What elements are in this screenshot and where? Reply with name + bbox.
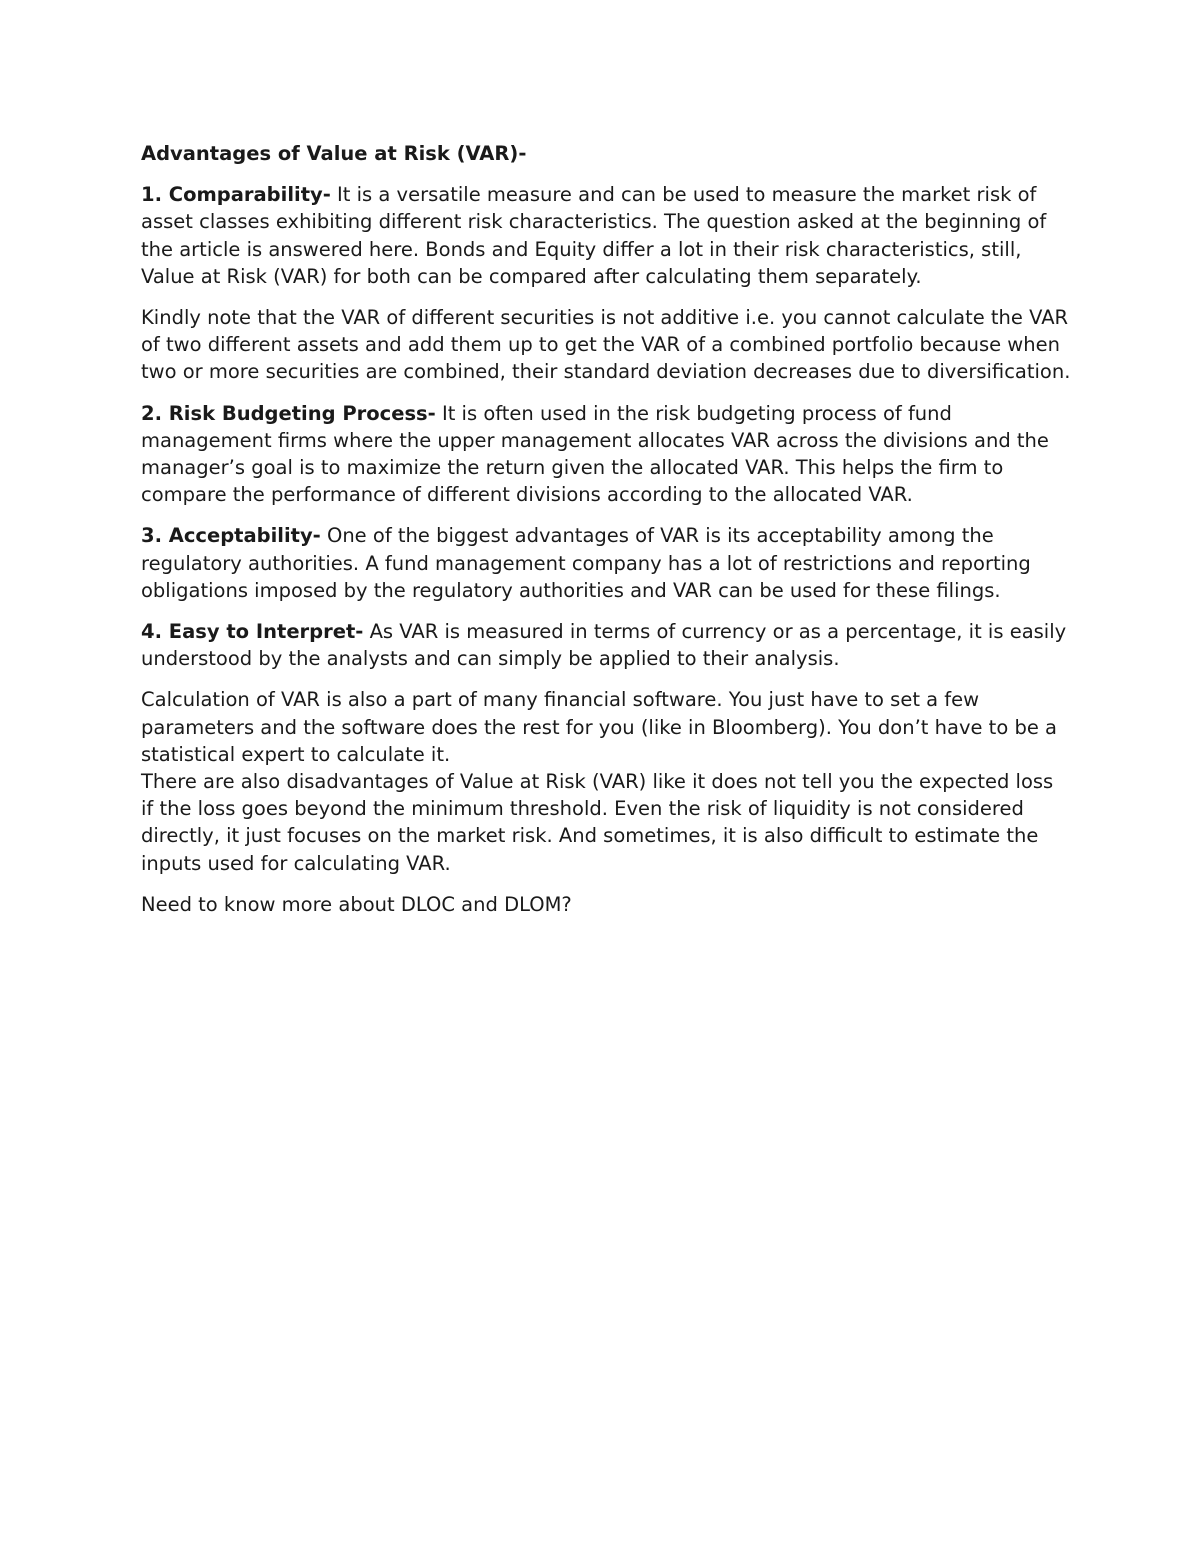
paragraph-lead: 3. Acceptability- [141,524,321,548]
paragraph-lead: 2. Risk Budgeting Process- [141,401,436,425]
document-title: Advantages of Value at Risk (VAR)- [141,142,527,165]
paragraph-closing-question [141,891,1071,918]
paragraph-risk-budgeting [141,400,1071,509]
paragraph-calculation [141,686,1071,768]
paragraph-easy-to-interpret [141,618,1071,672]
paragraph-lead: 4. Easy to Interpret- [141,620,364,644]
paragraph-lead: 1. Comparability- [141,183,331,207]
paragraph-text: It is often used in the risk budgeting process of fund management firms where the upper management allocates VAR across the divisions and the manager’s goal is to maximize the return given the allocated VAR. This helps the firm to compare the performance of different divisions according to the allocated VAR. [141,401,1049,507]
document-body [141,140,1071,932]
paragraph-text: It is a versatile measure and can be used to measure the market risk of asset classes exhibiting different risk characteristics. The question asked at the beginning of the article is answered here. Bonds and Equity differ a lot in their risk characteristics, still, Value at Risk (VAR) for both can be compared after calculating them separately. [141,183,1047,288]
paragraph-text: Kindly note that the VAR of different securities is not additive i.e. you cannot calculate the VAR of two different assets and add them up to get the VAR of a combined portfolio because when two or more securities are combined, their standard deviation decreases due to diversification. [141,306,1071,384]
paragraph-comparability [141,181,1071,290]
paragraph-text: One of the biggest advantages of VAR is its acceptability among the regulatory authorities. A fund management company has a lot of restrictions and reporting obligations imposed by the regulatory authorities and VAR can be used for these filings. [141,524,1031,602]
paragraph-var-note [141,304,1071,386]
paragraph-text: Need to know more about DLOC and DLOM? [141,892,572,916]
paragraph-text: As VAR is measured in terms of currency or as a percentage, it is easily understood by the analysts and can simply be applied to their analysis. [141,620,1067,671]
paragraph-disadvantages [141,768,1071,877]
paragraph-text: There are also disadvantages of Value at Risk (VAR) like it does not tell you the expected loss if the loss goes beyond the minimum threshold. Even the risk of liquidity is not considered directly, it just focuses on the market risk. And sometimes, it is also difficult to estimate the inputs used for calculating VAR. [141,770,1054,875]
paragraph-text: Calculation of VAR is also a part of many financial software. You just have to set a few parameters and the software does the rest for you (like in Bloomberg). You don’t have to be a statistical expert to calculate it. [141,688,1057,766]
paragraph-acceptability [141,522,1071,604]
